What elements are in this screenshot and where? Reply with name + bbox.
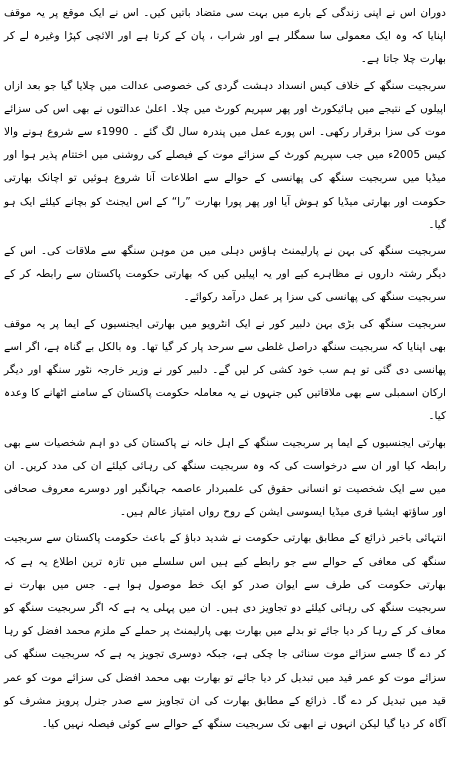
paragraph-dalbir-kaur-interview: سربجیت سنگھ کی بڑی بہن دلبیر کور نے ایک انٹرویو میں بھارتی ایجنسیوں کے ایما پر یہ موقف بھی اپنایا کہ سربجیت سنگھ دراصل غلطی سے سرحد پار کر گیا تھا۔ وہ بالکل بے گناہ ہے، اگر اسے پھانسی دی گئی تو ہم سب خود کشی کر لیں گے۔ دلبیر کور نے وزیر خارجہ نٹور سنگھ اور دیگر ارکان اسمبلی سے بھی ملاقاتیں کیں جنہوں نے یہ معاملہ حکومت پاکستان کے سامنے اٹھانے کا وعدہ کیا۔ bbox=[4, 317, 446, 423]
paragraph-family-contacts: بھارتی ایجنسیوں کے ایما پر سربجیت سنگھ کے اہل خانہ نے پاکستان کی دو اہم شخصیات سے بھی رابطہ کیا اور ان سے درخواست کی کہ وہ سربجیت سنگھ کی رہائی کیلئے ان کی مدد کریں۔ ان میں سے ایک شخصیت تو انسانی حقوق کی علمبردار عاصمہ جہانگیر اور دوسرے معروف صحافی اور ساؤتھ ایشیا فری میڈیا ایسوسی ایشن کے روح رواں امتیاز عالم ہیں۔ bbox=[4, 436, 446, 519]
paragraph-sister-meeting: سربجیت سنگھ کی بہن نے پارلیمنٹ ہاؤس دہلی میں من موہن سنگھ سے ملاقات کی۔ اس کے دیگر رشتہ داروں نے مظاہرے کیے اور یہ اپیلیں کیں کہ بھارتی حکومت پاکستان سے رابطہ کر کے سربجیت سنگھ کی پھانسی کی سزا پر عمل درآمد رکوائے۔ bbox=[4, 245, 446, 304]
paragraph-indian-proposals: انتہائی باخبر ذرائع کے مطابق بھارتی حکومت نے شدید دباؤ کے باعث حکومت پاکستان سے سربجیت سنگھ کی معافی کے حوالے سے جو رابطے کیے ہیں اس سلسلے میں تازہ ترین اطلاع یہ ہے کہ بھارتی حکومت کی طرف سے ایوان صدر کو ایک خط موصول ہوا ہے۔ جس میں بھارت نے سربجیت سنگھ کی رہائی کیلئے دو تجاویز دی ہیں۔ ان میں پہلی یہ ہے کہ اگر سربجیت سنگھ کو معاف کر کے رہا کر دیا جائے تو بدلے میں بھارت بھی پارلیمنٹ پر حملے کے ملزم محمد افضل کو رہا کر دے گا جسے سزائے موت سنائی جا چکی ہے، جبکہ دوسری تجویز یہ ہے کہ سربجیت سنگھ کی سزائے موت کو عمر قید میں تبدیل کر دیا جائے تو بھارت بھی محمد افضل کی سزائے موت کو عمر قید میں تبدیل کر دے گا۔ ذرائع کے مطابق بھارت کی ان تجاویز سے صدر جنرل پرویز مشرف کو آگاہ کر دیا گیا لیکن انہوں نے ابھی تک سربجیت سنگھ کے حوالے سے کوئی فیصلہ نہیں کیا۔ bbox=[4, 532, 446, 731]
paragraph-smuggler-claims: دوران اس نے اپنی زندگی کے بارے میں بہت سی متضاد باتیں کیں۔ اس نے ایک موقع پر یہ موقف اپنایا کہ وہ ایک معمولی سا سمگلر ہے اور شراب ، پان کے کرتا ہے اور الائچی کپڑا وغیرہ لے کر بھارت چلا جاتا ہے۔ bbox=[4, 7, 446, 66]
paragraph-court-case: سربجیت سنگھ کے خلاف کیس انسداد دہشت گردی کی خصوصی عدالت میں چلایا گیا جو بعد ازاں اپیلوں کے نتیجے میں ہائیکورٹ اور پھر سپریم کورٹ میں چلا۔ اعلیٰ عدالتوں نے بھی اس کی سزائے موت کی سزا برقرار رکھی۔ اس پورے عمل میں پندرہ سال لگ گئے ۔ 1990ء سے شروع ہونے والا کیس 2005ء میں جب سپریم کورٹ کے سزائے موت کے فیصلے کی روشنی میں اختتام پذیر ہوا اور میڈیا میں سربجیت سنگھ کی پھانسی کے حوالے سے اطلاعات آنا شروع ہوئیں تو اچانک بھارتی حکومت اور بھارتی میڈیا کو ہوش آیا اور پھر پورا بھارت ”را“ کے اس ایجنٹ کو بچانے کیلئے ایک ہو گیا۔ bbox=[4, 79, 446, 231]
